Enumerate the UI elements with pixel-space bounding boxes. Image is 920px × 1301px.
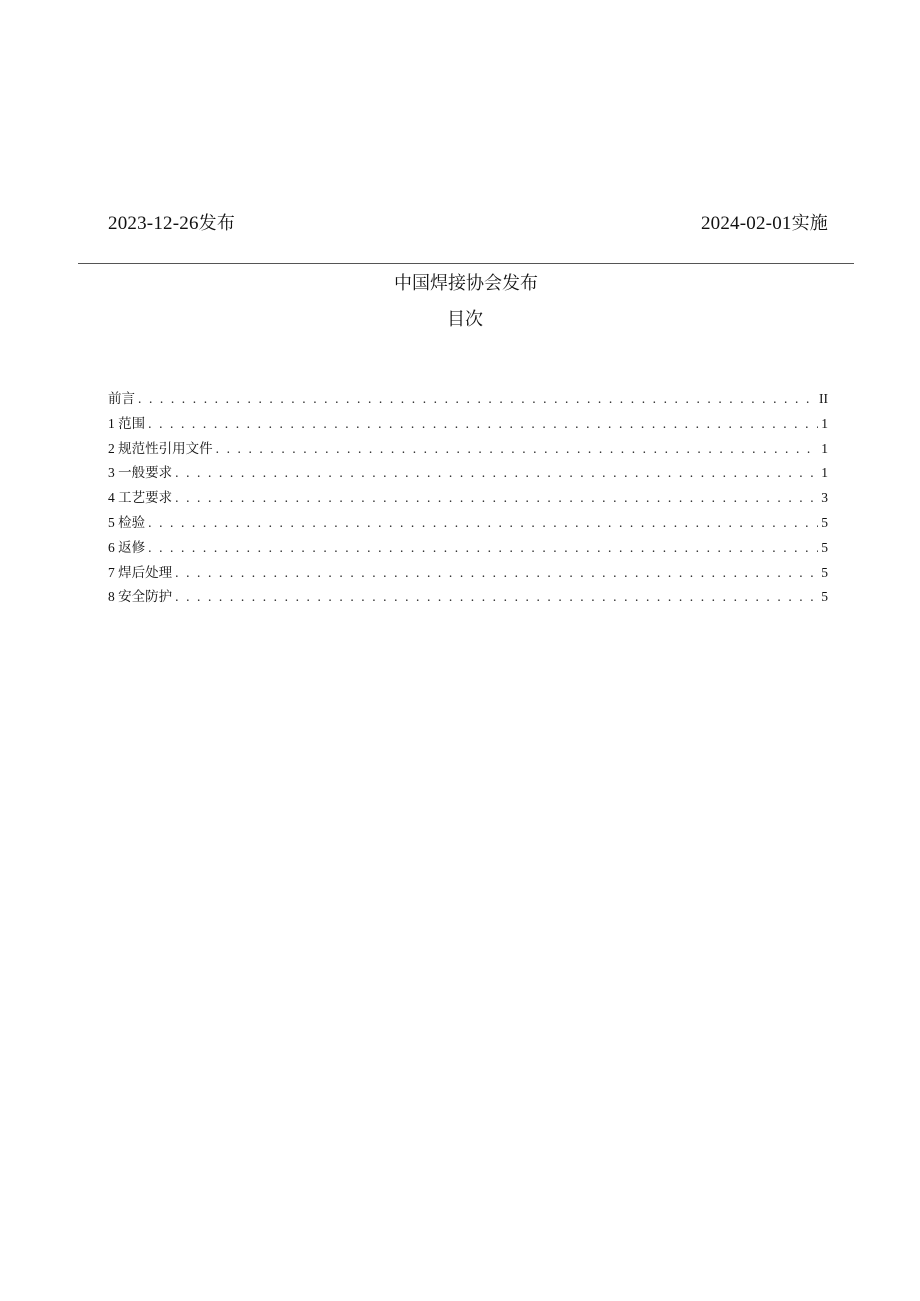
toc-entry-page: II [819,391,828,406]
toc-entry-page: 1 [821,465,828,481]
toc-entry-label: 1 范围 [108,415,146,431]
toc-entry-label: 前言 [108,391,135,406]
toc-entry-repair[interactable] [108,536,828,561]
header-divider [78,263,854,264]
publisher-line: 中国焊接协会发布 [394,273,538,294]
toc-entry-general-requirements[interactable] [108,461,828,486]
toc-entry-label: 8 安全防护 [108,589,173,605]
toc-entry-process-requirements[interactable] [108,486,828,511]
toc-entry-label: 3 一般要求 [108,465,173,481]
toc-entry-label: 4 工艺要求 [108,490,173,506]
toc-entry-safety-protection[interactable] [108,585,828,610]
toc-dot-leader [148,536,818,561]
toc-entry-post-weld-treatment[interactable] [108,561,828,586]
toc-entry-normative-references[interactable] [108,437,828,462]
dates-row [108,208,828,236]
toc-dot-leader [148,511,818,536]
toc-entry-label: 2 规范性引用文件 [108,440,213,456]
toc-entry-page: 3 [821,490,828,506]
toc-entry-inspection[interactable] [108,511,828,536]
toc-entry-page: 5 [821,564,828,580]
publish-date-value: 2023-12-26 [108,213,199,234]
toc-entry-label: 5 检验 [108,514,146,530]
effective-date-word: 实施 [791,213,828,234]
toc-entry-page: 5 [821,514,828,530]
toc-entry-foreword[interactable] [108,387,828,412]
toc-entry-page: 1 [821,440,828,456]
toc-dot-leader [148,412,818,437]
toc-entry-page: 5 [821,539,828,555]
toc-dot-leader [138,387,816,412]
publish-date [108,209,235,235]
effective-date-value: 2024-02-01 [700,213,792,234]
effective-date [701,209,828,235]
toc-dot-leader [175,461,818,486]
toc-dot-leader [216,437,819,462]
table-of-contents [108,387,828,610]
toc-entry-page: 5 [821,589,828,605]
toc-entry-scope[interactable] [108,412,828,437]
publish-date-word: 发布 [198,213,236,234]
toc-entry-page: 1 [821,415,828,431]
toc-entry-label: 6 返修 [108,539,146,555]
toc-dot-leader [175,585,818,610]
toc-heading: 目次 [447,309,483,330]
toc-entry-label: 7 焊后处理 [108,564,173,580]
toc-dot-leader [175,486,818,511]
toc-dot-leader [175,561,818,586]
